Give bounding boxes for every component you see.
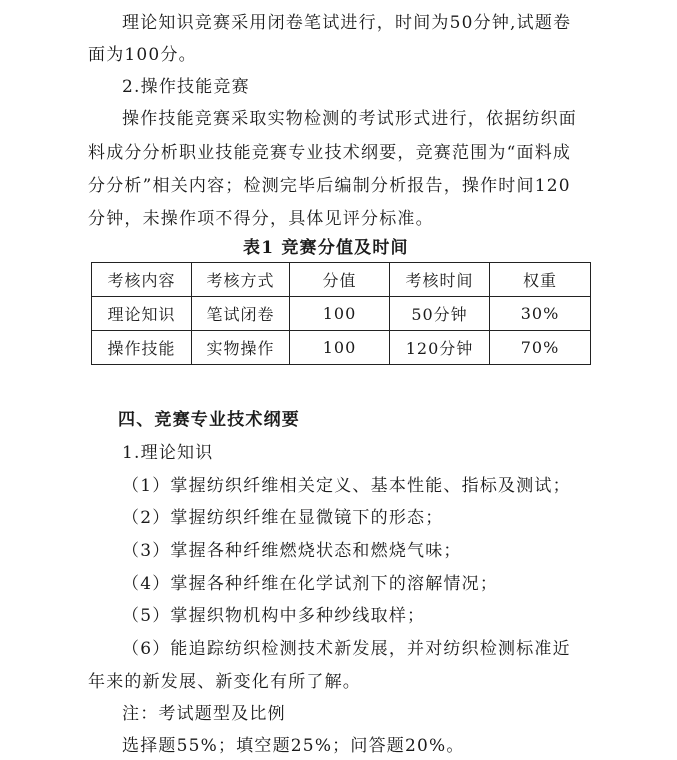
- list-item: （5）掌握织物机构中多种纱线取样；: [122, 606, 426, 626]
- list-item-continuation: 年来的新发展、新变化有所了解。: [88, 672, 361, 692]
- subsection-theory-title: 1.理论知识: [122, 443, 214, 463]
- table-row: [92, 331, 591, 365]
- list-item: （2）掌握纺织纤维在显微镜下的形态；: [122, 508, 444, 528]
- table-cell: 理论知识: [92, 297, 192, 331]
- table-cell: 实物操作: [192, 331, 290, 365]
- table-header-cell: 分值: [290, 263, 390, 297]
- table-cell: 操作技能: [92, 331, 192, 365]
- note-title: 注：考试题型及比例: [122, 704, 286, 724]
- score-table: [91, 262, 591, 365]
- table-cell: 100: [290, 331, 390, 365]
- note-text: 选择题55%；填空题25%；问答题20%。: [122, 736, 465, 756]
- table-cell: 120分钟: [390, 331, 490, 365]
- paragraph-theory-line-2: 面为100分。: [88, 45, 197, 65]
- table-cell: 笔试闭卷: [192, 297, 290, 331]
- table-cell: 50分钟: [390, 297, 490, 331]
- list-item: （3）掌握各种纤维燃烧状态和燃烧气味；: [122, 541, 462, 561]
- table-row: [92, 297, 591, 331]
- table-cell: 70%: [490, 331, 591, 365]
- table-header-row: [92, 263, 591, 297]
- table-cell: 100: [290, 297, 390, 331]
- table-cell: 30%: [490, 297, 591, 331]
- paragraph-skill-line-2: 料成分分析职业技能竞赛专业技术纲要，竞赛范围为“面料成: [88, 143, 572, 163]
- paragraph-skill-line-1: 操作技能竞赛采取实物检测的考试形式进行，依据纺织面: [122, 109, 577, 129]
- list-item: （1）掌握纺织纤维相关定义、基本性能、指标及测试；: [122, 476, 571, 496]
- table-header-cell: 考核时间: [390, 263, 490, 297]
- list-item: （4）掌握各种纤维在化学试剂下的溶解情况；: [122, 574, 499, 594]
- table-header-cell: 考核内容: [92, 263, 192, 297]
- table-caption: 表1 竞赛分值及时间: [243, 238, 409, 258]
- paragraph-skill-line-3: 分分析”相关内容；检测完毕后编制分析报告，操作时间120: [88, 176, 571, 196]
- paragraph-theory-line-1: 理论知识竞赛采用闭卷笔试进行，时间为50分钟,试题卷: [122, 13, 572, 33]
- section-4-title: 四、竞赛专业技术纲要: [118, 410, 300, 430]
- list-item: （6）能追踪纺织检测技术新发展，并对纺织检测标准近: [122, 639, 571, 659]
- table-header-cell: 权重: [490, 263, 591, 297]
- paragraph-skill-line-4: 分钟，未操作项不得分，具体见评分标准。: [88, 209, 434, 229]
- table-header-cell: 考核方式: [192, 263, 290, 297]
- subsection-skill-title: 2.操作技能竞赛: [122, 77, 250, 97]
